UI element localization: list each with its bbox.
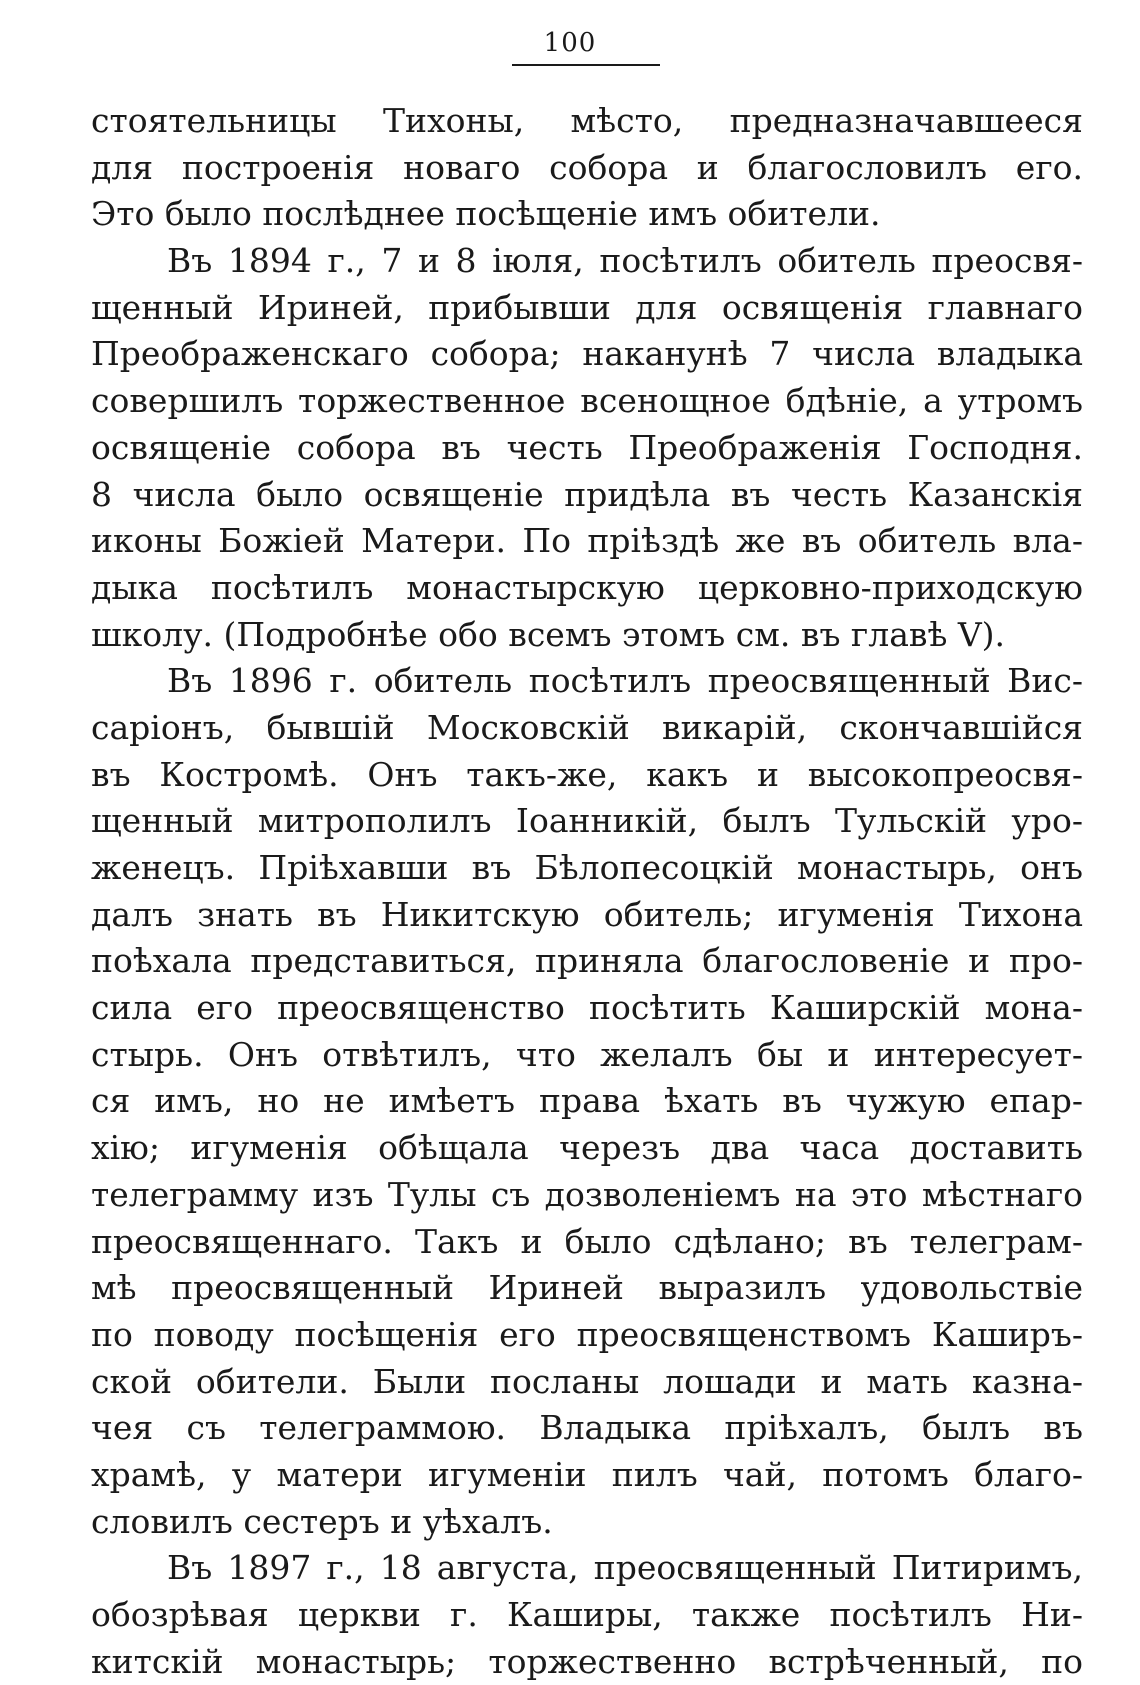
page-number-rule [512,64,660,66]
paragraph-start-line: Въ 1894 г., 7 и 8 іюля, посѣтилъ обитель преосвя- [167,241,1083,281]
text-line: щенный митрополилъ Іоанникій, былъ Тульскій уро- [91,801,1083,841]
text-line: въ Костромѣ. Онъ такъ-же, какъ и высокопреосвя- [91,754,1083,794]
text-line: Преображенскаго собора; наканунѣ 7 числа владыка [91,334,1083,374]
text-line: для построенія новаго собора и благословилъ его. [91,147,1083,187]
text-line: мѣ преосвященный Ириней выразилъ удовольствіе [91,1268,1083,1308]
text-line: Это было послѣднее посѣщеніе имъ обители. [91,194,881,234]
text-line: по поводу посѣщенія его преосвященствомъ Каширъ- [91,1314,1083,1354]
text-line: храмѣ, у матери игуменіи пилъ чай, потомъ благо- [91,1454,1083,1494]
text-line: дыка посѣтилъ монастырскую церковно-приходскую [91,567,1083,607]
text-line: хію; игуменія обѣщала черезъ два часа доставить [91,1128,1083,1168]
text-line: стырь. Онъ отвѣтилъ, что желалъ бы и интересует- [91,1034,1083,1074]
text-line: саріонъ, бывшій Московскій викарій, скончавшійся [91,707,1083,747]
text-line: щенный Ириней, прибывши для освященія главнаго [91,287,1083,327]
text-line: далъ знать въ Никитскую обитель; игуменія Тихона [91,894,1083,934]
text-line: 8 числа было освященіе придѣла въ честь Казанскія [91,474,1083,514]
text-line: стоятельницы Тихоны, мѣсто, предназначавшееся [91,101,1083,140]
text-line: обозрѣвая церкви г. Каширы, также посѣтилъ Ни- [91,1595,1083,1634]
text-line: сила его преосвященство посѣтить Каширскій мона- [91,988,1083,1028]
paragraph-start-line: Въ 1897 г., 18 августа, преосвященный Питиримъ, [167,1548,1083,1588]
text-line: телеграмму изъ Тулы съ дозволеніемъ на это мѣстнаго [91,1174,1083,1214]
text-line: словилъ сестеръ и уѣхалъ. [91,1501,553,1541]
text-line: китскій монастырь; торжественно встрѣченный, по [91,1641,1083,1681]
text-line: преосвященнаго. Такъ и было сдѣлано; въ телеграм- [91,1221,1083,1261]
paragraph-start-line: Въ 1896 г. обитель посѣтилъ преосвященный Вис- [167,661,1083,701]
text-line: освященіе собора въ честь Преображенія Господня. [91,427,1083,467]
text-line: ся имъ, но не имѣетъ права ѣхать въ чужую епар- [91,1081,1083,1121]
body-text [91,98,1083,1685]
text-line: школу. (Подробнѣе обо всемъ этомъ см. въ главѣ V). [91,614,1006,654]
text-line: иконы Божіей Матери. По пріѣздѣ же въ обитель вла- [91,521,1083,561]
text-line: совершилъ торжественное всенощное бдѣніе, а утромъ [91,381,1083,421]
text-line: ской обители. Были посланы лошади и мать казна- [91,1361,1083,1401]
text-line: чея съ телеграммою. Владыка пріѣхалъ, былъ въ [91,1408,1083,1448]
text-line: поѣхала представиться, приняла благословеніе и про- [91,941,1083,981]
page-number: 100 [543,28,597,58]
text-line: женецъ. Пріѣхавши въ Бѣлопесоцкій монастырь, онъ [91,848,1083,887]
